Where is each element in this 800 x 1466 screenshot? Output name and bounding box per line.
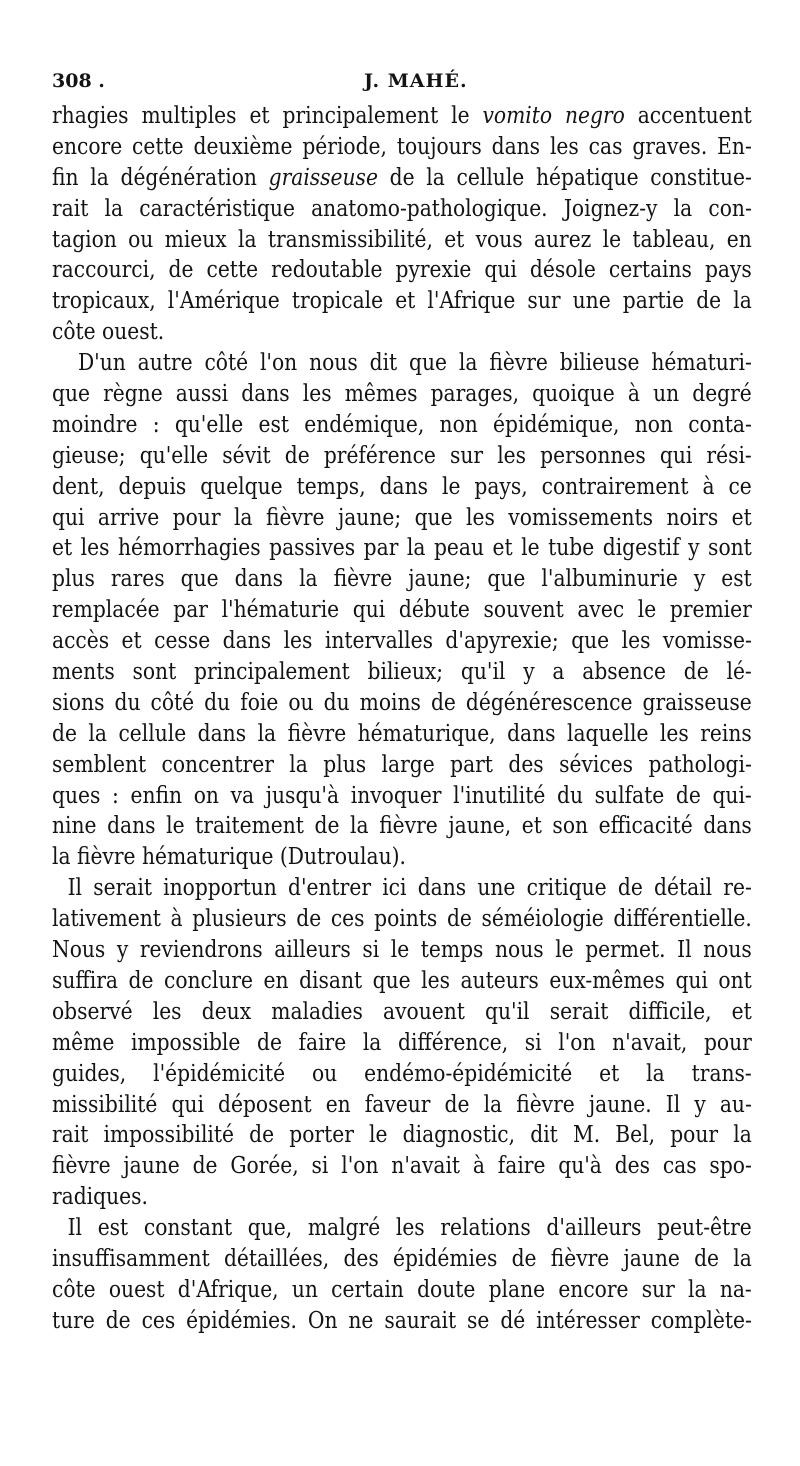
text-line: plus rares que dans la fièvre jaune; que l'albuminurie y est xyxy=(52,564,752,593)
text-line: la fièvre hématurique (Dutroulau). xyxy=(52,842,406,871)
text-line: D'un autre côté l'on nous dit que la fièvre bilieuse hématuri- xyxy=(77,348,752,377)
text-line: ments sont principalement bilieux; qu'il y a absence de lé- xyxy=(52,657,752,686)
text-line: insuffisamment détaillées, des épidémies de fièvre jaune de la xyxy=(52,1243,752,1272)
running-head: J. MAHÉ. xyxy=(364,70,468,92)
text-line: Nous y reviendrons ailleurs si le temps nous le permet. Il nous xyxy=(52,935,752,964)
italic-term: vomito negro xyxy=(482,101,625,129)
text-line: et les hémorrhagies passives par la peau et le tube digestif y sont xyxy=(52,533,752,562)
text-line: ques : enfin on va jusqu'à invoquer l'inutilité du sulfate de qui- xyxy=(52,780,752,809)
text-line: côte ouest. xyxy=(52,317,165,346)
text-line: guides, l'épidémicité ou endémo-épidémicité et la trans- xyxy=(52,1058,752,1087)
text-line: qui arrive pour la fièvre jaune; que les vomissements noirs et xyxy=(52,502,752,531)
text-line: radiques. xyxy=(52,1182,148,1211)
text-line: dent, depuis quelque temps, dans le pays, contrairement à ce xyxy=(52,471,752,500)
text-line: Il serait inopportun d'entrer ici dans une critique de détail re- xyxy=(67,873,752,902)
text-line: raccourci, de cette redoutable pyrexie qui désole certains pays xyxy=(52,255,752,284)
text-line: observé les deux maladies avouent qu'il serait difficile, et xyxy=(52,996,752,1025)
text-line: suffira de conclure en disant que les auteurs eux-mêmes qui ont xyxy=(52,965,752,994)
text-line: moindre : qu'elle est endémique, non épidémique, non conta- xyxy=(52,409,752,438)
text-line: semblent concentrer la plus large part des sévices pathologi- xyxy=(52,749,752,778)
text-line: rhagies multiples et principalement le vomito negro accentuent xyxy=(52,101,752,129)
page-header xyxy=(52,70,752,98)
text-line: tropicaux, l'Amérique tropicale et l'Afrique sur une partie de la xyxy=(52,286,752,315)
text-line: même impossible de faire la différence, si l'on n'avait, pour xyxy=(52,1027,752,1056)
text-line: sions du côté du foie ou du moins de dégénérescence graisseuse xyxy=(52,687,752,716)
body-text xyxy=(52,100,752,1336)
text-line: de la cellule dans la fièvre hématurique, dans laquelle les reins xyxy=(52,718,752,747)
text-line: fièvre jaune de Gorée, si l'on n'avait à faire qu'à des cas spo- xyxy=(52,1151,752,1180)
text-line: fin la dégénération graisseuse de la cellule hépatique constitue- xyxy=(52,162,752,191)
italic-term: graisseuse xyxy=(268,162,378,191)
text-line: ture de ces épidémies. On ne saurait se dé intéresser complète- xyxy=(52,1305,752,1334)
text-line: encore cette deuxième période, toujours dans les cas graves. En- xyxy=(52,131,752,160)
text-line: Il est constant que, malgré les relations d'ailleurs peut-être xyxy=(67,1213,752,1242)
page-number: 308 . xyxy=(52,70,105,92)
text-line: que règne aussi dans les mêmes parages, quoique à un degré xyxy=(52,379,752,408)
text-line: lativement à plusieurs de ces points de séméiologie différentielle. xyxy=(52,904,752,933)
text-line: gieuse; qu'elle sévit de préférence sur les personnes qui rési- xyxy=(52,440,752,469)
text-line: rait la caractéristique anatomo-pathologique. Joignez-y la con- xyxy=(52,193,752,222)
text-line: missibilité qui déposent en faveur de la fièvre jaune. Il y au- xyxy=(52,1089,752,1118)
text-line: tagion ou mieux la transmissibilité, et vous aurez le tableau, en xyxy=(52,224,752,253)
text-line: remplacée par l'hématurie qui débute souvent avec le premier xyxy=(52,595,752,624)
text-line: rait impossibilité de porter le diagnostic, dit M. Bel, pour la xyxy=(52,1120,752,1149)
text-line: accès et cesse dans les intervalles d'apyrexie; que les vomisse- xyxy=(52,626,752,655)
text-line: côte ouest d'Afrique, un certain doute plane encore sur la na- xyxy=(52,1274,752,1303)
text-line: nine dans le traitement de la fièvre jaune, et son efficacité dans xyxy=(52,811,752,840)
